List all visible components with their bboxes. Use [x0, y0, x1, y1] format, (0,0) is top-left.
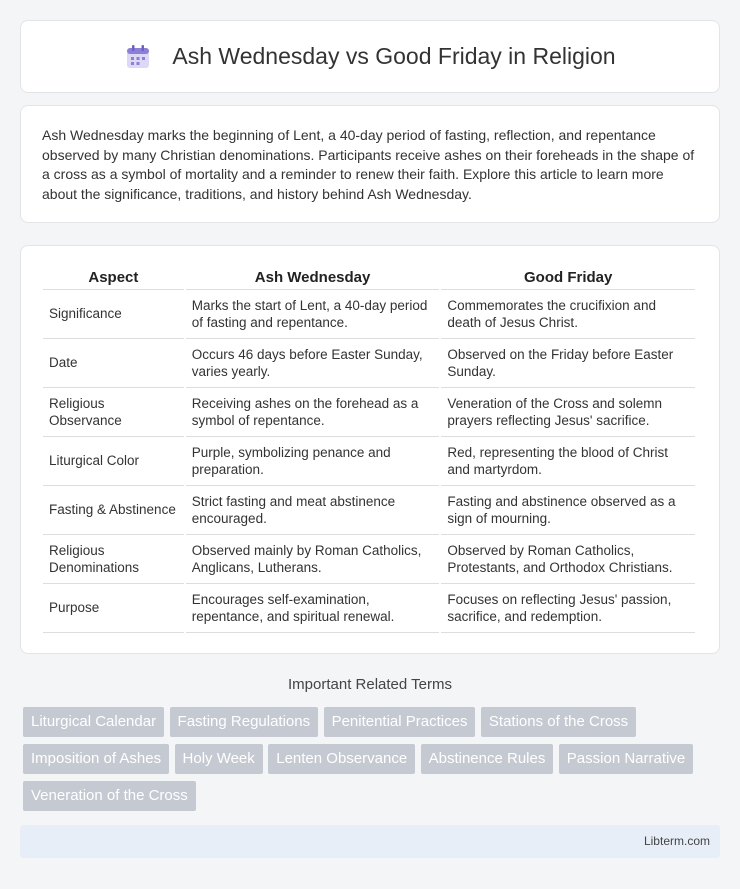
- row-good-friday: Red, representing the blood of Christ and martyrdom.: [441, 437, 695, 486]
- related-terms-tags: [23, 707, 723, 818]
- row-ash-wednesday: Observed mainly by Roman Catholics, Anglicans, Lutherans.: [186, 535, 440, 584]
- row-ash-wednesday: Strict fasting and meat abstinence encouraged.: [186, 486, 440, 535]
- row-good-friday: Veneration of the Cross and solemn prayers reflecting Jesus' sacrifice.: [441, 388, 695, 437]
- tag-imposition-of-ashes[interactable]: Imposition of Ashes: [23, 744, 169, 774]
- row-aspect: Significance: [43, 290, 184, 339]
- row-aspect: Liturgical Color: [43, 437, 184, 486]
- table-row: [43, 584, 695, 633]
- row-ash-wednesday: Purple, symbolizing penance and preparation.: [186, 437, 440, 486]
- tag-holy-week[interactable]: Holy Week: [175, 744, 263, 774]
- tag-liturgical-calendar[interactable]: Liturgical Calendar: [23, 707, 164, 737]
- row-good-friday: Observed on the Friday before Easter Sunday.: [441, 339, 695, 388]
- table-header-row: [43, 266, 695, 290]
- tag-stations-of-the-cross[interactable]: Stations of the Cross: [481, 707, 636, 737]
- row-ash-wednesday: Encourages self-examination, repentance, and spiritual renewal.: [186, 584, 440, 633]
- row-good-friday: Fasting and abstinence observed as a sign of mourning.: [441, 486, 695, 535]
- tag-passion-narrative[interactable]: Passion Narrative: [559, 744, 693, 774]
- table-row: [43, 339, 695, 388]
- tag-fasting-regulations[interactable]: Fasting Regulations: [170, 707, 319, 737]
- row-good-friday: Observed by Roman Catholics, Protestants, and Orthodox Christians.: [441, 535, 695, 584]
- header-aspect: Aspect: [43, 266, 184, 290]
- table-row: [43, 535, 695, 584]
- calendar-icon: [124, 43, 152, 71]
- row-aspect: Fasting & Abstinence: [43, 486, 184, 535]
- tag-veneration-of-the-cross[interactable]: Veneration of the Cross: [23, 781, 196, 811]
- intro-text: Ash Wednesday marks the beginning of Lent, a 40-day period of fasting, reflection, and repentance observed by many Christian denominations. Participants receive ashes on their foreheads in the shape of a cross as a symbol of mortality and a reminder to renew their faith. Explore this article to learn more about the significance, traditions, and history behind Ash Wednesday.: [42, 127, 695, 202]
- row-ash-wednesday: Marks the start of Lent, a 40-day period of fasting and repentance.: [186, 290, 440, 339]
- page-title: Ash Wednesday vs Good Friday in Religion: [172, 43, 616, 69]
- footer-site-link[interactable]: Libterm.com: [643, 834, 710, 848]
- row-aspect: Religious Denominations: [43, 535, 184, 584]
- header-good-friday: Good Friday: [441, 266, 695, 290]
- header-ash-wednesday: Ash Wednesday: [186, 266, 440, 290]
- row-ash-wednesday: Receiving ashes on the forehead as a symbol of repentance.: [186, 388, 440, 437]
- intro-card: [20, 105, 720, 223]
- title-card: [20, 20, 720, 93]
- row-ash-wednesday: Occurs 46 days before Easter Sunday, varies yearly.: [186, 339, 440, 388]
- row-good-friday: Focuses on reflecting Jesus' passion, sacrifice, and redemption.: [441, 584, 695, 633]
- table-row: [43, 437, 695, 486]
- comparison-table: [41, 266, 697, 633]
- row-aspect: Purpose: [43, 584, 184, 633]
- table-row: [43, 290, 695, 339]
- tag-penitential-practices[interactable]: Penitential Practices: [324, 707, 476, 737]
- tag-lenten-observance[interactable]: Lenten Observance: [268, 744, 415, 774]
- table-row: [43, 486, 695, 535]
- row-aspect: Date: [43, 339, 184, 388]
- row-good-friday: Commemorates the crucifixion and death of Jesus Christ.: [441, 290, 695, 339]
- row-aspect: Religious Observance: [43, 388, 184, 437]
- footer: [20, 825, 720, 858]
- table-row: [43, 388, 695, 437]
- related-terms-title: Important Related Terms: [288, 676, 452, 693]
- comparison-table-card: [20, 245, 720, 654]
- tag-abstinence-rules[interactable]: Abstinence Rules: [421, 744, 554, 774]
